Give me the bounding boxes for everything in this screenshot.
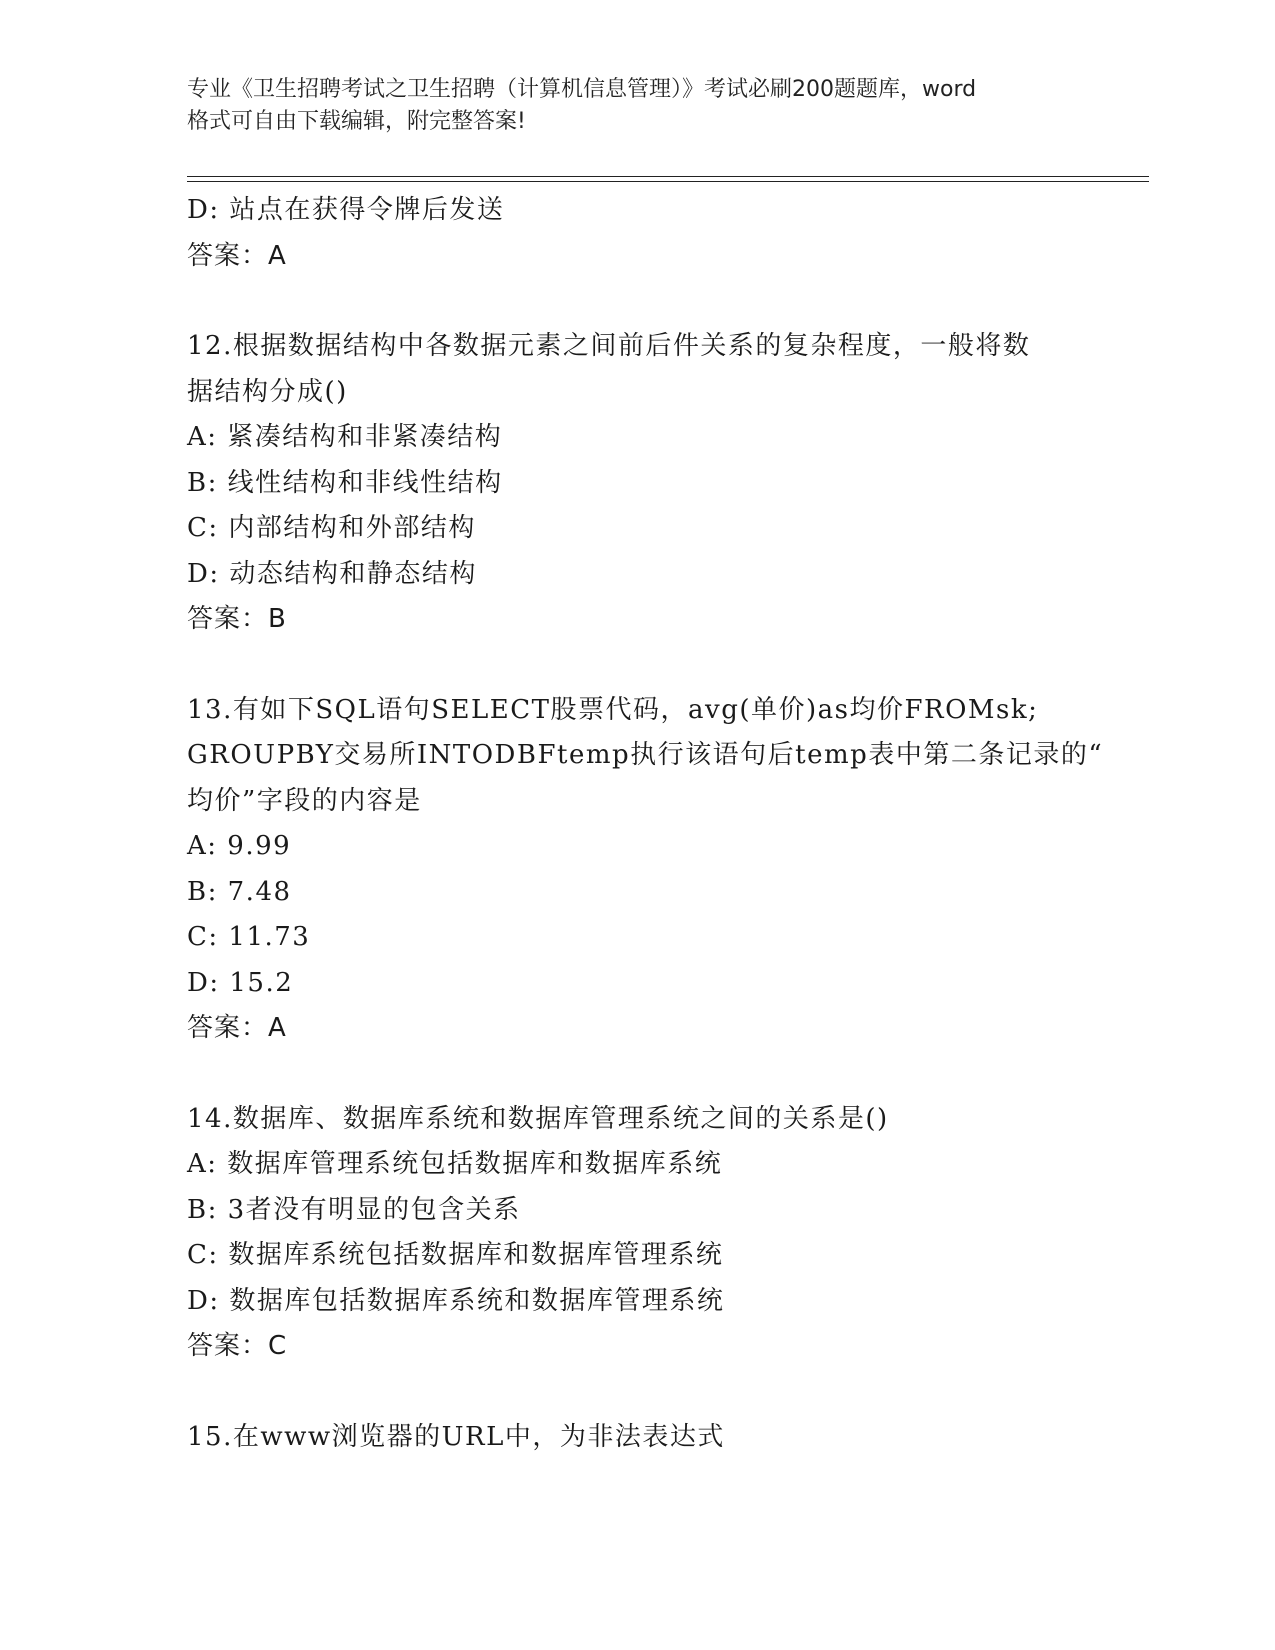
header-rule-bottom — [187, 181, 1149, 182]
question-15 — [187, 1415, 1087, 1461]
q13-option-c: C: 11.73 — [187, 922, 311, 952]
header-line-1: 专业《卫生招聘考试之卫生招聘（计算机信息管理）》考试必刷200题题库，word — [187, 77, 977, 102]
q14-option-a: A: 数据库管理系统包括数据库和数据库系统 — [187, 1149, 723, 1179]
q14-option-b: B: 3者没有明显的包含关系 — [187, 1194, 521, 1225]
q15-stem-line-1: 15.在www浏览器的URL中，为非法表达式 — [187, 1421, 725, 1452]
header-rule-top — [187, 176, 1149, 177]
question-13 — [187, 688, 1104, 1052]
q12-option-d: D: 动态结构和静态结构 — [187, 558, 477, 589]
spacer — [187, 643, 1087, 688]
q11-option-d: D: 站点在获得令牌后发送 — [187, 195, 505, 225]
q12-option-c: C: 内部结构和外部结构 — [187, 513, 476, 543]
q12-option-a: A: 紧凑结构和非紧凑结构 — [187, 422, 503, 452]
q14-option-d: D: 数据库包括数据库系统和数据库管理系统 — [187, 1285, 725, 1316]
question-14 — [187, 1097, 1087, 1370]
q13-stem-line-2: GROUPBY交易所INTODBFtemp执行该语句后temp表中第二条记录的“ — [187, 740, 1104, 770]
q13-stem-line-1: 13.有如下SQL语句SELECT股票代码，avg(单价)as均价FROMsk; — [187, 694, 1039, 725]
q12-answer: 答案：B — [187, 604, 287, 634]
spacer — [187, 1370, 1087, 1415]
q14-answer: 答案：C — [187, 1331, 288, 1361]
spacer — [187, 279, 1087, 324]
q12-option-b: B: 线性结构和非线性结构 — [187, 467, 503, 498]
q12-stem-line-1: 12.根据数据结构中各数据元素之间前后件关系的复杂程度，一般将数 — [187, 331, 1031, 361]
q13-option-b: B: 7.48 — [187, 876, 292, 907]
q11-answer: 答案：A — [187, 240, 287, 271]
question-11 — [187, 188, 1087, 279]
q12-stem-line-2: 据结构分成() — [187, 376, 348, 407]
question-12 — [187, 324, 1087, 643]
q13-stem-line-3: 均价”字段的内容是 — [187, 785, 422, 816]
q13-option-a: A: 9.99 — [187, 831, 292, 861]
header-line-2: 格式可自由下载编辑，附完整答案! — [187, 109, 526, 134]
q14-option-c: C: 数据库系统包括数据库和数据库管理系统 — [187, 1240, 724, 1270]
document-header — [187, 74, 1087, 138]
q13-answer: 答案：A — [187, 1013, 287, 1043]
question-list — [187, 188, 1104, 1460]
spacer — [187, 1052, 1087, 1097]
q14-stem-line-1: 14.数据库、数据库系统和数据库管理系统之间的关系是() — [187, 1103, 889, 1134]
q13-option-d: D: 15.2 — [187, 967, 294, 998]
